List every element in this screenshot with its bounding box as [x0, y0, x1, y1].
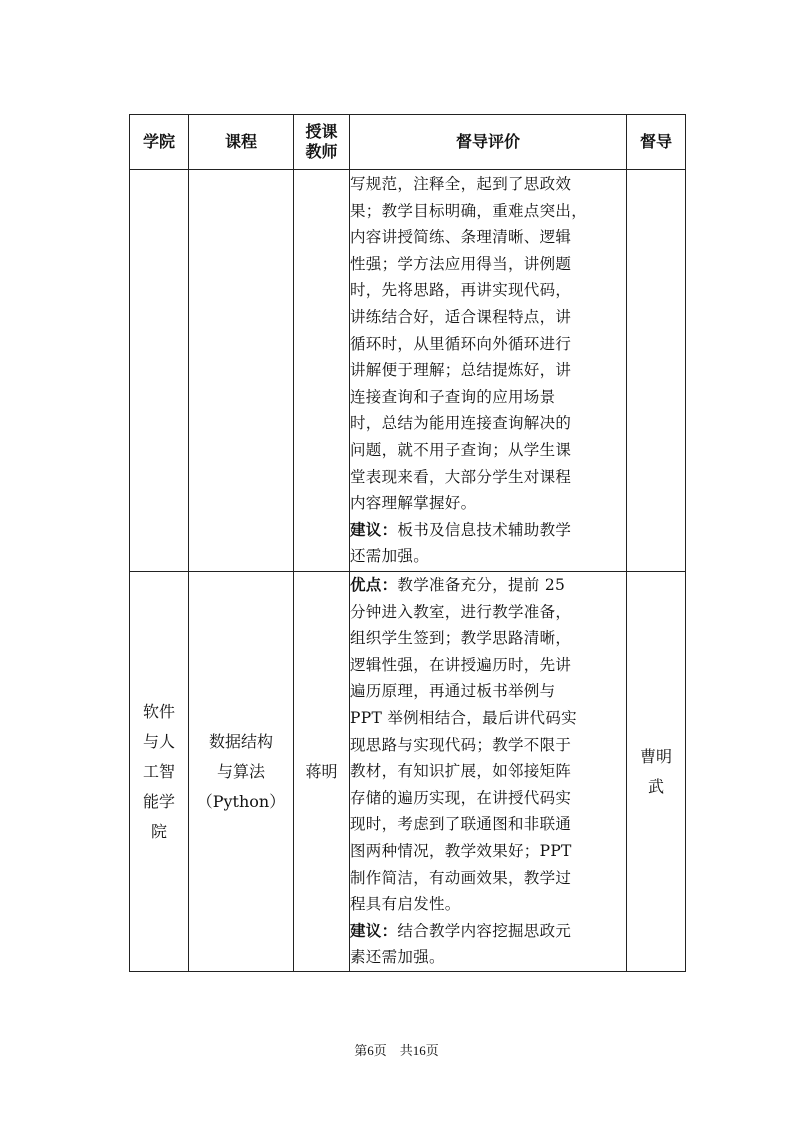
table-row: [130, 170, 686, 572]
header-teacher: [294, 115, 350, 170]
header-supervisor: 督导: [627, 115, 686, 170]
row1-evaluation-line: 时，总结为能用连接查询解决的: [350, 414, 572, 433]
row2-evaluation-line: 图两种情况，教学效果好；PPT: [350, 841, 572, 860]
row2-evaluation-line: 教材，有知识扩展，如邻接矩阵: [350, 762, 572, 781]
row1-evaluation-line: 讲练结合好，适合课程特点，讲: [350, 308, 572, 327]
row2-course-line2: 与算法: [216, 761, 265, 781]
row2-evaluation-line: 分钟进入教室，进行教学准备，: [350, 602, 572, 621]
row1-evaluation-line: 问题，就不用子查询；从学生课: [350, 440, 572, 459]
row1-evaluation-line: 堂表现来看，大部分学生对课程: [350, 467, 572, 486]
row1-evaluation-line: 写规范，注释全，起到了思政效: [350, 175, 572, 194]
row1-suggestion-line2: 还需加强。: [350, 547, 430, 566]
row1-evaluation-line: 内容理解掌握好。: [350, 494, 477, 513]
row2-advantage-label: 优点：: [350, 576, 398, 595]
row2-course: [189, 572, 294, 972]
row1-suggestion-label: 建议：: [350, 520, 398, 539]
row2-suggestion: [350, 918, 626, 945]
row2-course-line1: 数据结构: [208, 731, 273, 751]
row2-evaluation-line: 遍历原理，再通过板书举例与: [350, 682, 556, 701]
row1-evaluation-line: 内容讲授简练、条理清晰、逻辑: [350, 228, 572, 247]
row2-evaluation-lines: [350, 599, 626, 918]
row2-advantage: [350, 572, 626, 599]
row1-evaluation: [350, 170, 627, 572]
row2-course-line3: （Python）: [196, 791, 286, 811]
evaluation-table: [129, 114, 686, 972]
row2-evaluation-line: 存储的遍历实现，在讲授代码实: [350, 788, 572, 807]
row2-suggestion-label: 建议：: [350, 921, 398, 940]
row1-evaluation-line: 讲解便于理解；总结提炼好，讲: [350, 361, 572, 380]
header-evaluation: 督导评价: [350, 115, 627, 170]
row2-supervisor-text: 曹明武: [639, 746, 672, 796]
header-teacher-line2: 教师: [305, 142, 338, 161]
row2-evaluation-line: 程具有启发性。: [350, 895, 461, 914]
row1-suggestion: [350, 517, 626, 544]
row2-evaluation-line: PPT 举例相结合，最后讲代码实: [350, 709, 577, 728]
row2-suggestion-line2: 素还需加强。: [350, 948, 445, 967]
row2-evaluation-line: 现时，考虑到了联通图和非联通: [350, 815, 572, 834]
row1-evaluation-line: 性强；学方法应用得当，讲例题: [350, 254, 572, 273]
row1-evaluation-lines: [350, 171, 626, 517]
header-teacher-line1: 授课: [305, 122, 338, 141]
row2-evaluation-line: 组织学生签到；教学思路清晰，: [350, 629, 572, 648]
row2-evaluation: [350, 572, 627, 972]
row1-evaluation-line: 连接查询和子查询的应用场景: [350, 387, 556, 406]
row1-supervisor: [627, 170, 686, 572]
row1-college: [130, 170, 189, 572]
header-college: 学院: [130, 115, 189, 170]
table-header-row: [130, 115, 686, 170]
row1-evaluation-line: 循环时，从里循环向外循环进行: [350, 334, 572, 353]
table-row: [130, 572, 686, 972]
row1-teacher: [294, 170, 350, 572]
row2-evaluation-line: 逻辑性强，在讲授遍历时，先讲: [350, 655, 572, 674]
header-course: 课程: [189, 115, 294, 170]
row1-course: [189, 170, 294, 572]
row2-supervisor: [627, 572, 686, 972]
row2-college: [130, 572, 189, 972]
page-footer: 第6页 共16页: [354, 1043, 439, 1058]
row2-evaluation-line: 现思路与实现代码；教学不限于: [350, 735, 572, 754]
row2-advantage-line1: 教学准备充分，提前 25: [397, 576, 566, 595]
row1-evaluation-line: 果；教学目标明确，重难点突出，: [350, 201, 588, 220]
row1-evaluation-line: 时，先将思路，再讲实现代码，: [350, 281, 572, 300]
row2-evaluation-line: 制作简洁，有动画效果，教学过: [350, 868, 572, 887]
row2-course-text: [197, 727, 285, 817]
row2-teacher: 蒋明: [294, 572, 350, 972]
row1-suggestion-line1: 板书及信息技术辅助教学: [397, 520, 572, 539]
row2-suggestion-line1: 结合教学内容挖掘思政元: [397, 921, 572, 940]
row2-college-text: 软件与人工智能学院: [142, 701, 175, 841]
